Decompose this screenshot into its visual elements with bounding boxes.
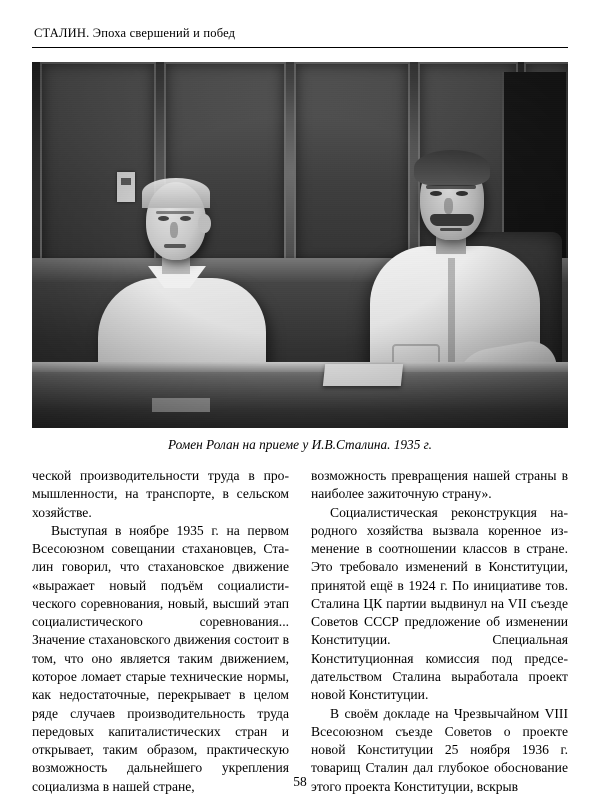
paper-sheet — [323, 364, 403, 386]
photograph — [32, 62, 568, 428]
person-left-eye — [180, 216, 191, 221]
person-left-nose — [170, 222, 178, 238]
figure-caption: Ромен Ролан на приеме у И.В.Сталина. 1935 г. — [167, 437, 433, 452]
person-right-nose — [444, 198, 453, 214]
body-text — [32, 467, 568, 796]
light-switch — [117, 172, 135, 202]
person-left-ear — [198, 214, 211, 233]
header-divider — [32, 47, 568, 48]
person-right-eye — [456, 191, 468, 196]
person-left-brow — [156, 211, 194, 214]
paragraph: возможность превращения нашей страны в наиболее зажиточную страну». — [311, 467, 568, 502]
running-head: СТАЛИН. Эпоха свершений и побед — [34, 26, 236, 40]
table-edge — [32, 362, 568, 372]
wall-panel — [294, 62, 410, 266]
person-left-hair — [142, 178, 210, 208]
wall-panel — [40, 62, 156, 276]
paragraph: ческой производительности труда в промышленности, на транспорте, в сельском хозяйстве. — [32, 467, 289, 520]
person-right-mouth — [440, 228, 462, 231]
person-right-moustache — [430, 214, 474, 226]
page-number: 58 — [293, 774, 307, 789]
paragraph: Социалистическая реконструкция народного хозяйства вызвала коренное изменение в соотношении классов в стране. Это требовало изменений в Конституции, принятой ещё в 1924 г. По инициативе тов. Сталина ЦК партии выдвинул на VII съезде Советов СССР предложение об изменении Конституции. Специальная Конституционная комиссия под председательством Сталина выработала проект новой Конституции. — [311, 504, 568, 703]
person-right-brow — [426, 185, 476, 189]
person-right-hair — [414, 150, 490, 186]
person-left-mouth — [164, 244, 186, 248]
paper-sheet — [152, 398, 210, 412]
column-right — [311, 467, 568, 796]
person-right-eye — [430, 191, 442, 196]
paragraph: В своём докладе на Чрезвычайном VIII Всесоюзном съезде Советов о проекте новой Конституции 25 ноября 1936 г. товарищ Сталин дал глубокое обоснование этого проекта Конституции, вскрыв — [311, 705, 568, 794]
paragraph: Выступая в ноябре 1935 г. на первом Всесоюзном совещании стахановцев, Сталин говорил, что стахановское движение «выражает новый подъём социалистического соревнования, новый, высший этап социалистического соревнования... Значение стахановского движения состоит в том, что оно является таким движением, которое ломает старые технические нормы, как недостаточные, перекрывает в целом ряде случаев производительность труда передовых капиталистических стран и открывает, таким образом, практическую возможность дальнейшего укрепления социализма в нашей стране, — [32, 522, 289, 794]
figure-block — [32, 62, 568, 453]
column-left — [32, 467, 289, 796]
person-left-eye — [158, 216, 169, 221]
